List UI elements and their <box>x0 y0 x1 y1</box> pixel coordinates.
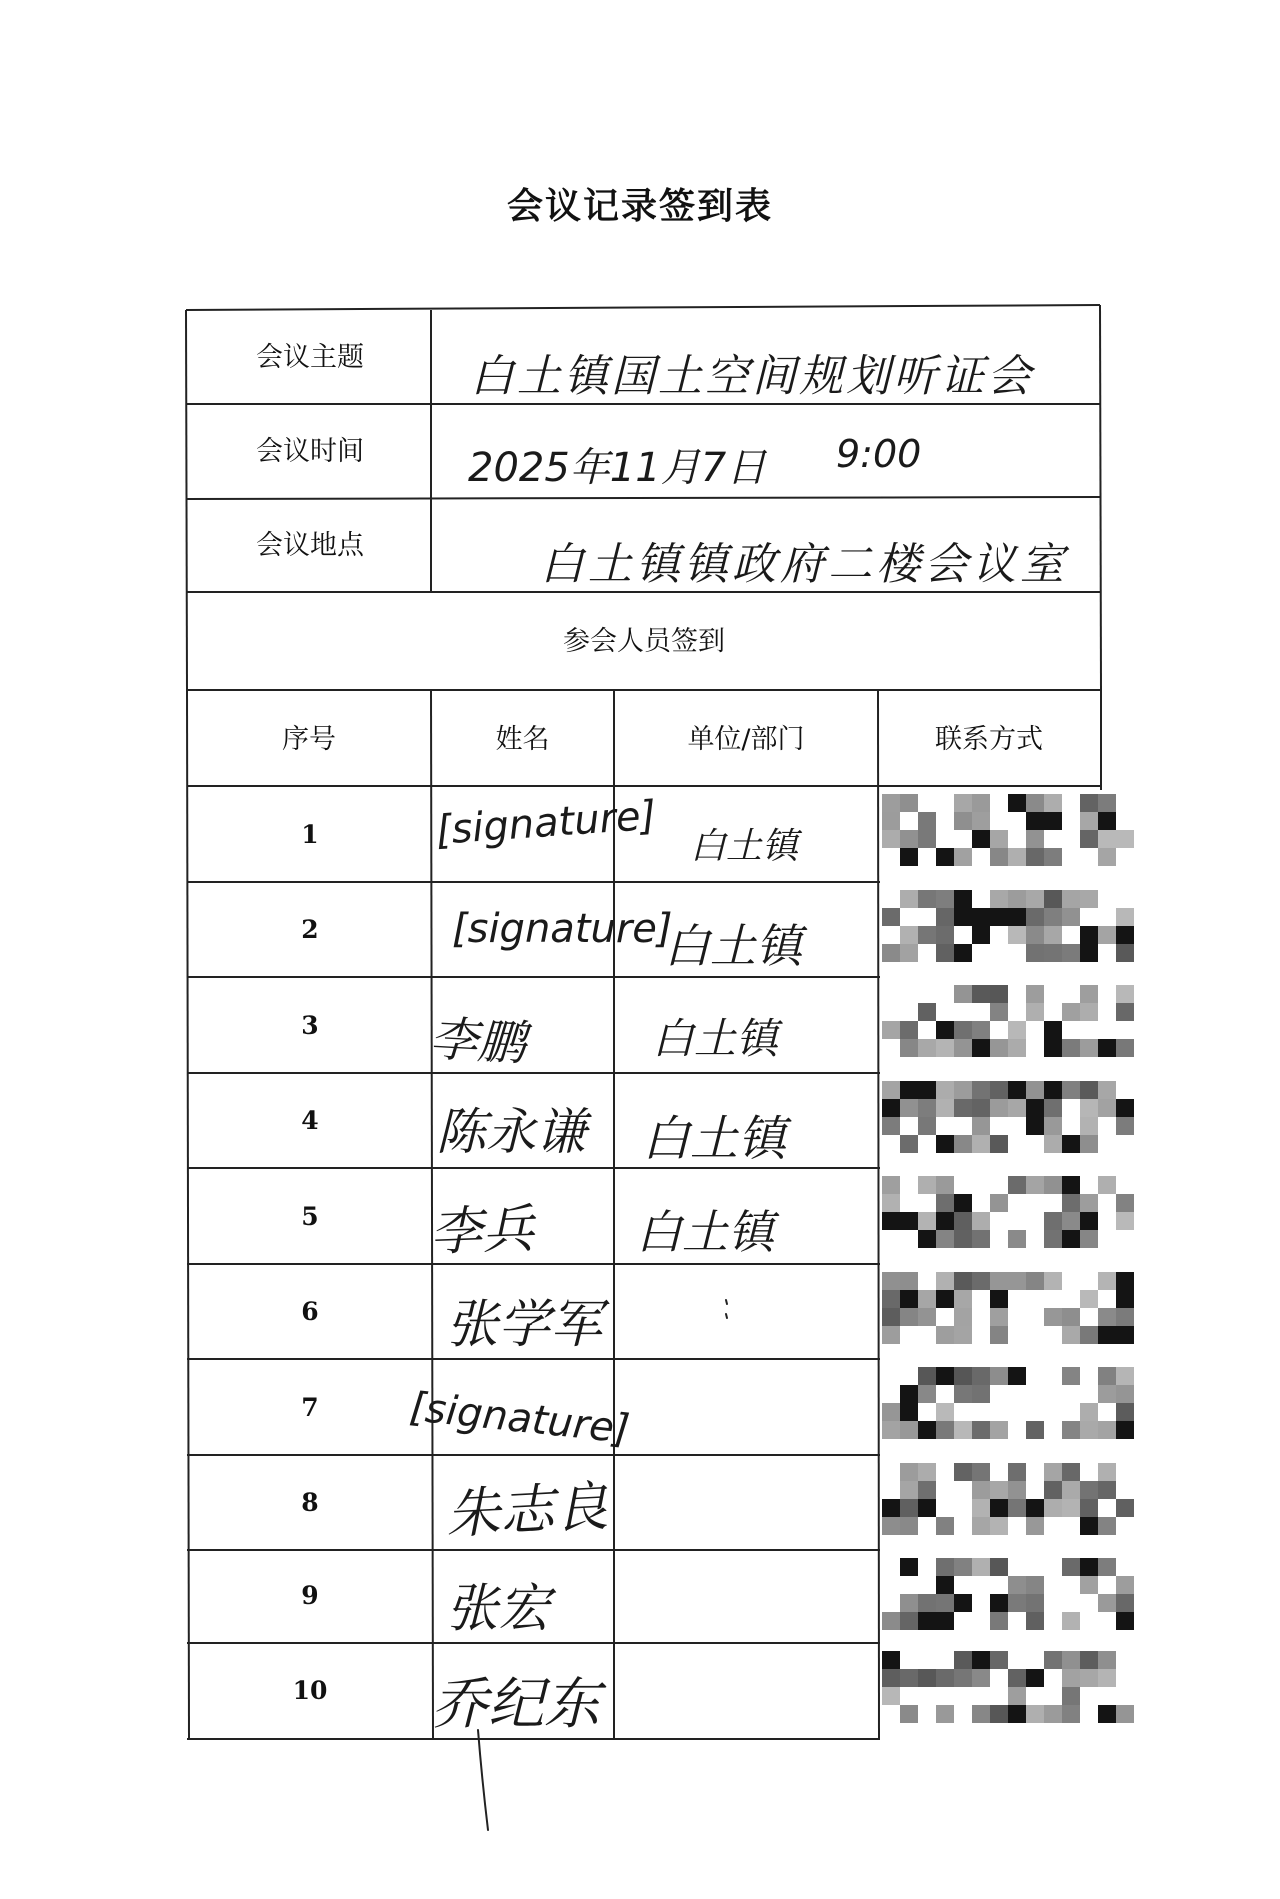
unit-value: 白土镇 <box>664 919 802 973</box>
column-header-unit: 单位/部门 <box>687 724 805 755</box>
row-number: 1 <box>301 820 319 849</box>
row-number: 7 <box>301 1393 319 1422</box>
signature-name: 张宏 <box>446 1579 551 1639</box>
unit-value: 白土镇 <box>690 826 799 867</box>
signature-name: 朱志良 <box>444 1474 610 1546</box>
row-number: 5 <box>301 1202 319 1231</box>
topic-value: 白土镇国土空间规划听证会 <box>470 351 1034 402</box>
label-topic: 会议主题 <box>256 342 364 373</box>
signature-name: 李兵 <box>429 1199 536 1263</box>
location-value: 白土镇镇政府二楼会议室 <box>540 539 1068 590</box>
time-date-value: 2025年11月7日 <box>468 445 767 491</box>
row-number: 2 <box>301 915 319 944</box>
column-header-name: 姓名 <box>495 724 550 755</box>
signature-name: 张学军 <box>446 1295 603 1355</box>
row-number: 6 <box>301 1297 319 1326</box>
unit-value: 白土镇 <box>636 1205 774 1259</box>
column-header-no: 序号 <box>282 724 336 755</box>
signature-name: [signature] <box>407 1384 632 1453</box>
label-location: 会议地点 <box>256 530 364 561</box>
unit-value: 白土镇 <box>652 1014 779 1063</box>
signature-name: 乔纪东 <box>432 1672 600 1737</box>
signature-name: [signature] <box>452 906 673 952</box>
column-header-contact: 联系方式 <box>935 724 1043 755</box>
label-attendees-header: 参会人员签到 <box>563 626 725 657</box>
row-number: 3 <box>301 1011 319 1040</box>
signature-name: 陈永谦 <box>436 1103 586 1161</box>
row-number: 8 <box>301 1488 319 1517</box>
unit-value: 白土镇 <box>642 1111 787 1167</box>
signature-name: 李鹏 <box>428 1011 528 1072</box>
document-title: 会议记录签到表 <box>506 186 773 227</box>
row-number: 4 <box>301 1106 319 1135</box>
label-time: 会议时间 <box>256 436 364 467</box>
row-number: 10 <box>292 1676 328 1705</box>
time-clock-value: 9:00 <box>836 432 922 476</box>
signature-name: [signature] <box>434 792 658 854</box>
row-number: 9 <box>301 1581 319 1610</box>
